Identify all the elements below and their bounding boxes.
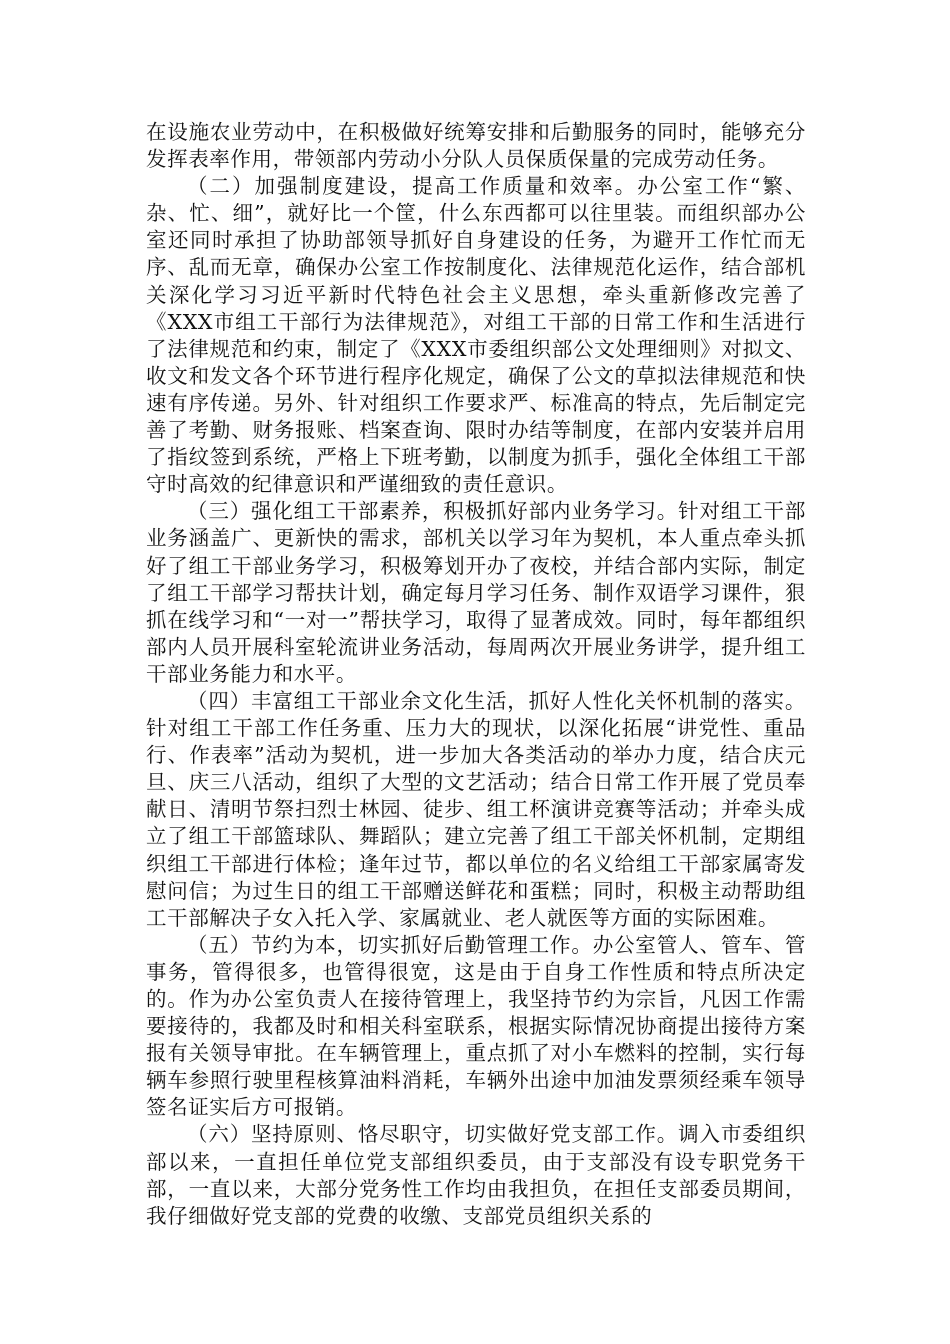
paragraph-party-branch: （六）坚持原则、恪尽职守，切实做好党支部工作。调入市委组织部以来，一直担任单位党支部组织委员，由于支部没有设专职党务干部，一直以来，大部分党务性工作均由我担负，在担任支部委员期间，我仔细做好党支部的党费的收缴、支部党员组织关系的 xyxy=(146,1122,806,1228)
paragraph-institution-building: （二）加强制度建设，提高工作质量和效率。办公室工作“繁、杂、忙、细”，就好比一个筐，什么东西都可以往里装。而组织部办公室还同时承担了协助部领导抓好自身建设的任务，为避开工作忙而无序、乱而无章，确保办公室工作按制度化、法律规范化运作，结合部机关深化学习习近平新时代特色社会主义思想，牵头重新修改完善了《XXX市组工干部行为法律规范》，对组工干部的日常工作和生活进行了法律规范和约束，制定了《XXX市委组织部公文处理细则》对拟文、收文和发文各个环节进行程序化规定，确保了公文的草拟法律规范和快速有序传递。另外、针对组织工作要求严、标准高的特点，先后制定完善了考勤、财务报账、档案查询、限时办结等制度，在部内安装并启用了指纹签到系统，严格上下班考勤，以制度为抓手，强化全体组工干部守时高效的纪律意识和严谨细致的责任意识。 xyxy=(146,174,806,497)
paragraph-cultural-life: （四）丰富组工干部业余文化生活，抓好人性化关怀机制的落实。针对组工干部工作任务重、压力大的现状，以深化拓展“讲党性、重品行、作表率”活动为契机，进一步加大各类活动的举办力度，结合庆元旦、庆三八活动，组织了大型的文艺活动；结合日常工作开展了党员奉献日、清明节祭扫烈士林园、徒步、组工杯演讲竞赛等活动；并牵头成立了组工干部篮球队、舞蹈队；建立完善了组工干部关怀机制，定期组织组工干部进行体检；逢年过节，都以单位的名义给组工干部家属寄发慰问信；为过生日的组工干部赠送鲜花和蛋糕；同时，积极主动帮助组工干部解决子女入托入学、家属就业、老人就医等方面的实际困难。 xyxy=(146,688,806,930)
paragraph-logistics-management: （五）节约为本，切实抓好后勤管理工作。办公室管人、管车、管事务，管得很多，也管得很宽，这是由于自身工作性质和特点所决定的。作为办公室负责人在接待管理上，我坚持节约为宗旨，凡因工作需要接待的，我都及时和相关科室联系，根据实际情况协商提出接待方案报有关领导审批。在车辆管理上，重点抓了对小车燃料的控制，实行每辆车参照行驶里程核算油料消耗，车辆外出途中加油发票须经乘车领导签名证实后方可报销。 xyxy=(146,932,806,1120)
paragraph-cadre-training: （三）强化组工干部素养，积极抓好部内业务学习。针对组工干部业务涵盖广、更新快的需求，部机关以学习年为契机，本人重点牵头抓好了组工干部业务学习，积极筹划开办了夜校，并结合部内实际，制定了组工干部学习帮扶计划，确定每月学习任务、制作双语学习课件，狠抓在线学习和“一对一”帮扶学习，取得了显著成效。同时，每年都组织部内人员开展科室轮流讲业务活动，每周两次开展业务讲学，提升组工干部业务能力和水平。 xyxy=(146,499,806,686)
document-page xyxy=(146,119,806,1230)
paragraph-farming-labor: 在设施农业劳动中，在积极做好统筹安排和后勤服务的同时，能够充分发挥表率作用，带领部内劳动小分队人员保质保量的完成劳动任务。 xyxy=(146,120,806,172)
